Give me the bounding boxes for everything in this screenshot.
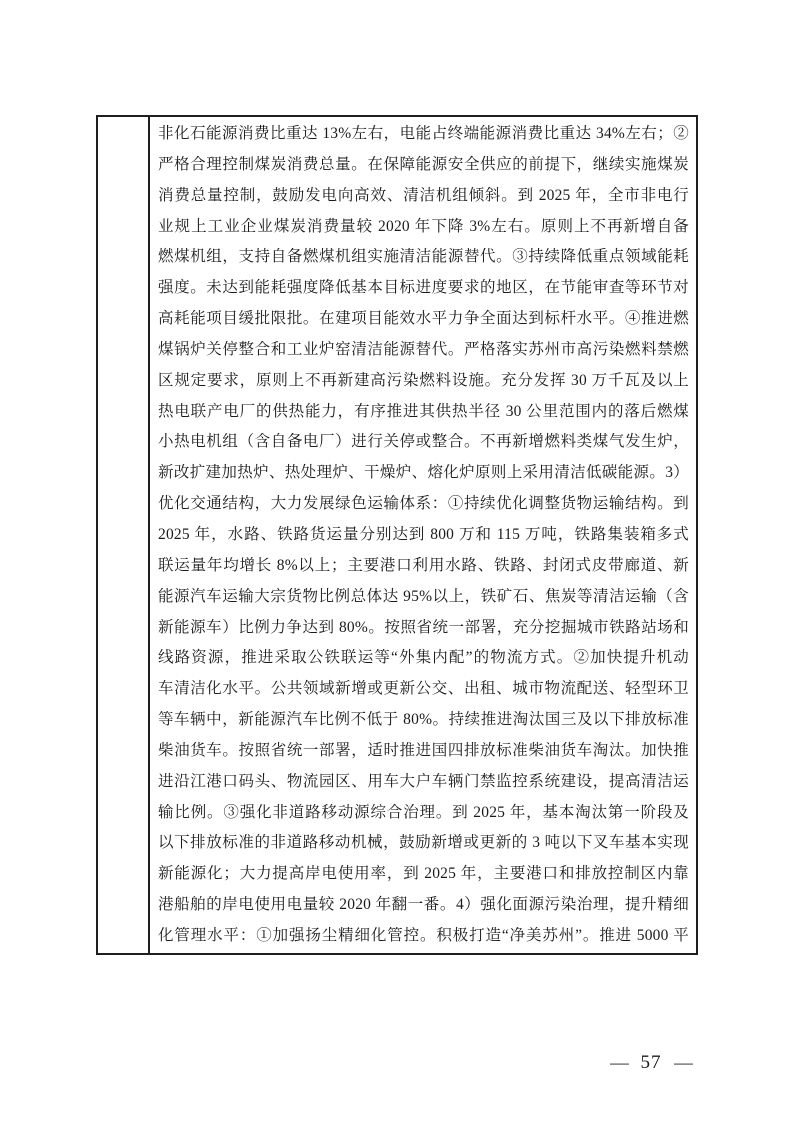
table-text-line: 高耗能项目缓批限批。在建项目能效水平力争全面达到标杆水平。④推进燃: [158, 310, 689, 328]
table-text-line: 以下排放标准的非道路移动机械，鼓励新增或更新的 3 吨以下叉车基本实现: [158, 834, 689, 852]
table-text-line: 联运量年均增长 8%以上；主要港口利用水路、铁路、封闭式皮带廊道、新: [158, 556, 689, 574]
page-number: 57: [640, 1051, 662, 1073]
table-text-line: 强度。未达到能耗强度降低基本目标进度要求的地区，在节能审查等环节对: [158, 279, 689, 297]
page-footer: [580, 1048, 722, 1076]
page-number-dash-left: —: [609, 1052, 629, 1072]
table-left-cell: [98, 117, 150, 953]
table-text-line: 煤锅炉关停整合和工业炉窑清洁能源替代。严格落实苏州市高污染燃料禁燃: [158, 340, 689, 358]
table-text-line: 柴油货车。按照省统一部署，适时推进国四排放标准柴油货车淘汰。加快推: [158, 741, 689, 759]
table-text-line: 消费总量控制，鼓励发电向高效、清洁机组倾斜。到 2025 年，全市非电行: [158, 186, 689, 204]
table-text-line: 输比例。③强化非道路移动源综合治理。到 2025 年，基本淘汰第一阶段及: [158, 803, 689, 821]
table-text-line: 热电联产电厂的供热能力，有序推进其供热半径 30 公里范围内的落后燃煤: [158, 402, 689, 420]
table-text-line: 线路资源，推进采取公铁联运等“外集内配”的物流方式。②加快提升机动: [158, 649, 689, 667]
table-text-line: 港船舶的岸电使用电量较 2020 年翻一番。4）强化面源污染治理，提升精细: [158, 896, 689, 914]
page-number-dash-right: —: [673, 1052, 693, 1072]
table-text-line: 严格合理控制煤炭消费总量。在保障能源安全供应的前提下，继续实施煤炭: [158, 155, 689, 173]
table-text-line: 新能源车）比例力争达到 80%。按照省统一部署，充分挖掘城市铁路站场和: [158, 618, 689, 636]
table-text-line: 2025 年，水路、铁路货运量分别达到 800 万和 115 万吨，铁路集装箱多式: [158, 525, 689, 543]
table-text-line: 等车辆中，新能源汽车比例不低于 80%。持续推进淘汰国三及以下排放标准: [158, 711, 689, 729]
table-text-line: 新改扩建加热炉、热处理炉、干燥炉、熔化炉原则上采用清洁低碳能源。3）: [158, 464, 689, 482]
table-text-line: 能源汽车运输大宗货物比例总体达 95%以上，铁矿石、焦炭等清洁运输（含: [158, 587, 689, 605]
table-text-line: 区规定要求，原则上不再新建高污染燃料设施。充分发挥 30 万千瓦及以上: [158, 371, 689, 389]
table-text-line: 非化石能源消费比重达 13%左右，电能占终端能源消费比重达 34%左右；②: [158, 125, 689, 142]
table-text-line: 化管理水平：①加强扬尘精细化管控。积极打造“净美苏州”。推进 5000 平: [158, 926, 689, 944]
table-text-line: 新能源化；大力提高岸电使用率，到 2025 年，主要港口和排放控制区内靠: [158, 865, 689, 883]
table-text-line: 优化交通结构，大力发展绿色运输体系：①持续优化调整货物运输结构。到: [158, 495, 689, 513]
table-body-cell: [150, 117, 696, 953]
content-table: [96, 115, 698, 955]
table-text-line: 车清洁化水平。公共领域新增或更新公交、出租、城市物流配送、轻型环卫: [158, 680, 689, 698]
table-text-line: 小热电机组（含自备电厂）进行关停或整合。不再新增燃料类煤气发生炉，: [158, 433, 689, 451]
table-text-line: 业规上工业企业煤炭消费量较 2020 年下降 3%左右。原则上不再新增自备: [158, 217, 689, 235]
table-text-line: 燃煤机组，支持自备燃煤机组实施清洁能源替代。③持续降低重点领域能耗: [158, 248, 689, 266]
table-text-line: 进沿江港口码头、物流园区、用车大户车辆门禁监控系统建设，提高清洁运: [158, 772, 689, 790]
